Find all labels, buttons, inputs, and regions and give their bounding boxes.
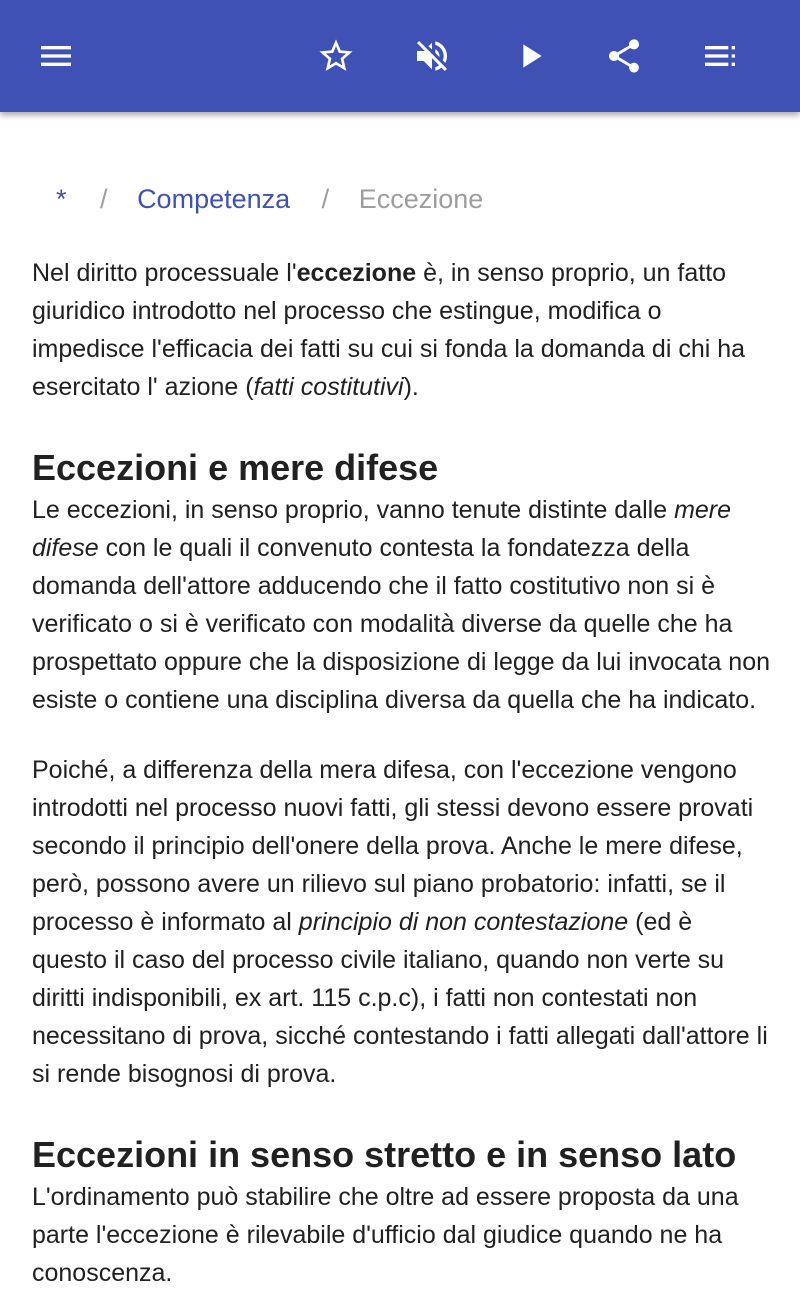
article-content <box>32 112 772 1292</box>
intro-text: ). <box>403 373 419 401</box>
contents-button[interactable] <box>692 28 748 84</box>
paragraph-text: (ed è questo il caso del processo civile italiano, quando non verte su diritti indisponibili, ex art. 115 c.p.c), i fatti non contestati non necessitano di prova, sicché contestando i fatti allegati dall'attore li si rende bisognosi di prova. <box>32 908 768 1088</box>
paragraph-text: con le quali il convenuto contesta la fondatezza della domanda dell'attore adducendo che il fatto costitutivo non si è verificato o si è verificato con modalità diverse da quelle che ha prospettato oppure che la disposizione di legge da lui invocata non esiste o contiene una disciplina diversa da quella che ha indicato. <box>32 534 771 714</box>
play-button[interactable] <box>502 28 558 84</box>
intro-paragraph <box>32 254 772 406</box>
paragraph-italic: principio di non contestazione <box>298 908 629 936</box>
section-paragraph <box>32 491 772 719</box>
intro-term: eccezione <box>296 259 417 287</box>
paragraph-text: Poiché, a differenza della mera difesa, con l'eccezione vengono introdotti nel processo nuovi fatti, gli stessi devono essere provati secondo il principio dell'onere della prova. Anche le mere difese, però, possono avere un rilievo sul piano probatorio: infatti, se il processo è informato al <box>32 756 754 936</box>
volume-off-icon <box>412 36 452 76</box>
section-heading: Eccezioni in senso stretto e in senso lato <box>32 1134 737 1175</box>
breadcrumb-separator: / <box>100 184 108 214</box>
intro-text: è, in senso proprio, un fatto giuridico introdotto nel processo che estingue, modifica o impedisce l'efficacia dei fatti su cui si fonda la domanda di chi ha esercitato l' azione ( <box>32 259 746 401</box>
share-button[interactable] <box>596 28 652 84</box>
intro-text: Nel diritto processuale l' <box>32 259 297 287</box>
playlist-icon <box>700 36 740 76</box>
play-icon <box>510 36 550 76</box>
menu-icon <box>36 36 76 76</box>
paragraph-text: Le eccezioni, in senso proprio, vanno tenute distinte dalle <box>32 496 675 524</box>
breadcrumb-parent-link[interactable]: Competenza <box>137 184 291 214</box>
breadcrumb <box>32 181 772 217</box>
section-heading: Eccezioni e mere difese <box>32 447 439 488</box>
paragraph-italic: mere difese <box>32 496 732 562</box>
breadcrumb-current: Eccezione <box>358 184 484 214</box>
breadcrumb-separator: / <box>321 184 330 214</box>
mute-button[interactable] <box>404 28 460 84</box>
intro-italic: fatti costitutivi <box>253 373 404 401</box>
favorite-button[interactable] <box>308 28 364 84</box>
section-paragraph <box>32 751 772 1093</box>
app-toolbar <box>0 0 800 112</box>
share-icon <box>604 36 644 76</box>
star-outline-icon <box>316 36 356 76</box>
section-paragraph: L'ordinamento può stabilire che oltre ad essere proposta da una parte l'eccezione è rilevabile d'ufficio dal giudice quando ne ha conoscenza. <box>32 1183 739 1287</box>
menu-button[interactable] <box>28 28 84 84</box>
breadcrumb-root-link[interactable]: * <box>56 184 67 214</box>
